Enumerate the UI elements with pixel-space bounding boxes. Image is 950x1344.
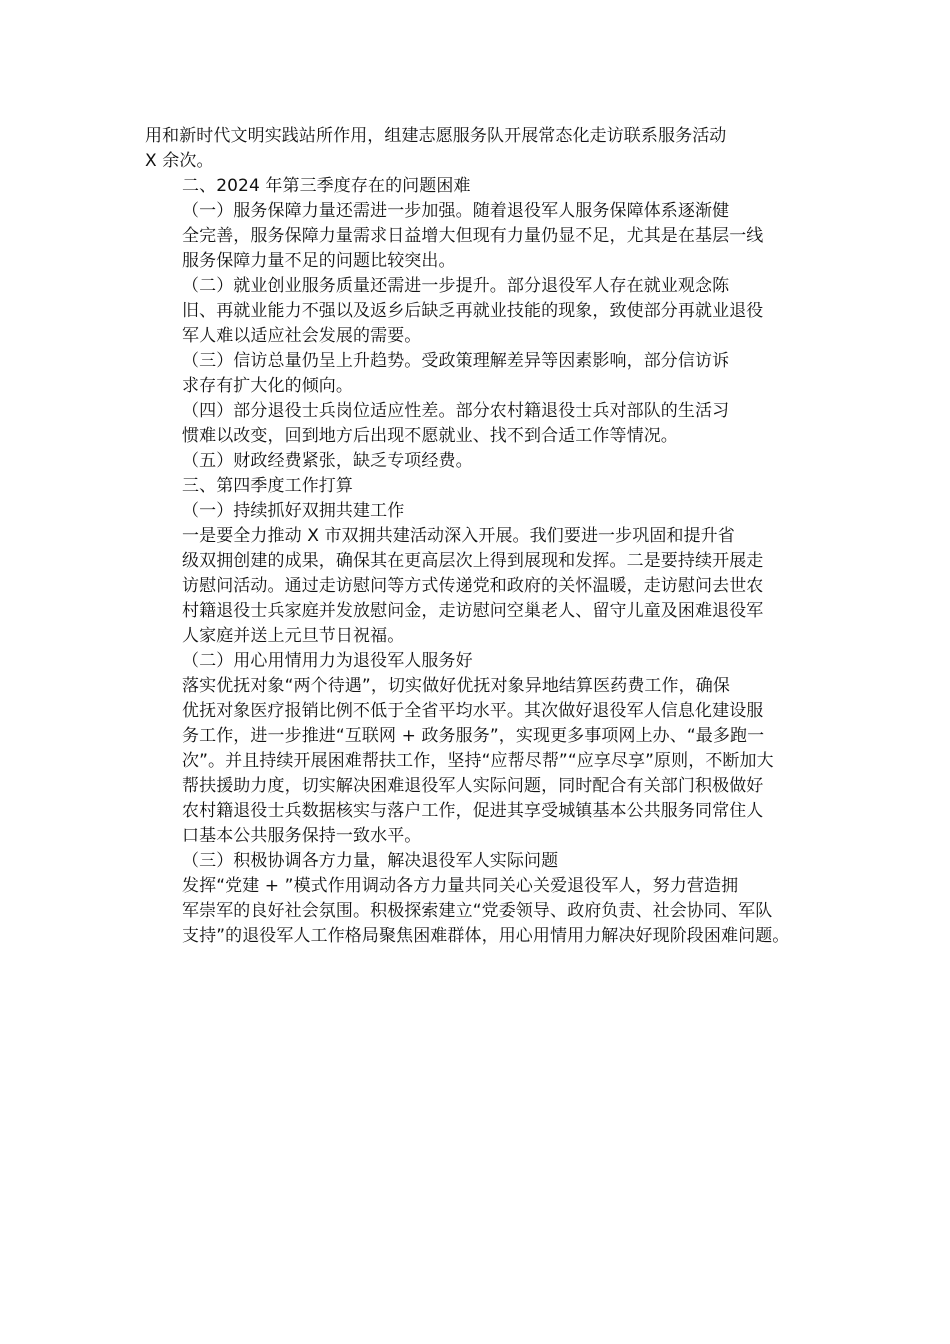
text-line: （一）持续抓好双拥共建工作 (182, 501, 405, 521)
text-line: 军人难以适应社会发展的需要。 (182, 326, 422, 346)
text-line: 优抚对象医疗报销比例不低于全省平均水平。其次做好退役军人信息化建设服 (182, 701, 764, 721)
text-line: （二）用心用情用力为退役军人服务好 (182, 651, 473, 671)
text-line: 支持”的退役军人工作格局聚焦困难群体，用心用情用力解决好现阶段困难问题。 (182, 926, 790, 946)
text-line: 全完善，服务保障力量需求日益增大但现有力量仍显不足，尤其是在基层一线 (182, 226, 764, 246)
paragraph (145, 849, 835, 874)
paragraph (145, 524, 835, 649)
paragraph (145, 449, 835, 474)
text-line: 一是要全力推动 X 市双拥共建活动深入开展。我们要进一步巩固和提升省 (182, 526, 735, 546)
text-line: （五）财政经费紧张，缺乏专项经费。 (182, 451, 473, 471)
paragraph (145, 174, 835, 199)
text-line: 发挥“党建 + ”模式作用调动各方力量共同关心关爱退役军人，努力营造拥 (182, 876, 739, 896)
text-line: 三、第四季度工作打算 (182, 476, 353, 496)
paragraph (145, 674, 835, 849)
text-line: 惯难以改变，回到地方后出现不愿就业、找不到合适工作等情况。 (182, 426, 678, 446)
text-line: （一）服务保障力量还需进一步加强。随着退役军人服务保障体系逐渐健 (182, 201, 730, 221)
paragraph (145, 124, 835, 174)
text-line: （二）就业创业服务质量还需进一步提升。部分退役军人存在就业观念陈 (182, 276, 730, 296)
paragraph (145, 274, 835, 349)
text-line: 落实优抚对象“两个待遇”，切实做好优抚对象异地结算医药费工作，确保 (182, 676, 730, 696)
paragraph (145, 474, 835, 499)
text-line: （三）积极协调各方力量，解决退役军人实际问题 (182, 851, 559, 871)
text-line: 村籍退役士兵家庭并发放慰问金，走访慰问空巢老人、留守儿童及困难退役军 (182, 601, 764, 621)
text-line: 帮扶援助力度，切实解决困难退役军人实际问题，同时配合有关部门积极做好 (182, 776, 764, 796)
paragraph (145, 349, 835, 399)
document-body (145, 124, 835, 949)
text-line: 用和新时代文明实践站所作用，组建志愿服务队开展常态化走访联系服务活动 (145, 126, 727, 146)
text-line: 二、2024 年第三季度存在的问题困难 (182, 176, 471, 196)
text-line: 级双拥创建的成果，确保其在更高层次上得到展现和发挥。二是要持续开展走 (182, 551, 764, 571)
paragraph (145, 649, 835, 674)
text-line: 访慰问活动。通过走访慰问等方式传递党和政府的关怀温暖，走访慰问去世农 (182, 576, 764, 596)
text-line: （四）部分退役士兵岗位适应性差。部分农村籍退役士兵对部队的生活习 (182, 401, 730, 421)
text-line: 求存有扩大化的倾向。 (182, 376, 353, 396)
text-line: X 余次。 (145, 151, 214, 171)
paragraph (145, 399, 835, 449)
paragraph (145, 499, 835, 524)
text-line: （三）信访总量仍呈上升趋势。受政策理解差异等因素影响，部分信访诉 (182, 351, 730, 371)
text-line: 务工作，进一步推进“互联网 + 政务服务”，实现更多事项网上办、“最多跑一 (182, 726, 765, 746)
text-line: 次”。并且持续开展困难帮扶工作，坚持“应帮尽帮”“应享尽享”原则，不断加大 (182, 751, 774, 771)
text-line: 服务保障力量不足的问题比较突出。 (182, 251, 456, 271)
paragraph (145, 199, 835, 274)
paragraph (145, 874, 835, 949)
text-line: 口基本公共服务保持一致水平。 (182, 826, 422, 846)
text-line: 人家庭并送上元旦节日祝福。 (182, 626, 405, 646)
text-line: 军崇军的良好社会氛围。积极探索建立“党委领导、政府负责、社会协同、军队 (182, 901, 773, 921)
text-line: 农村籍退役士兵数据核实与落户工作，促进其享受城镇基本公共服务同常住人 (182, 801, 764, 821)
text-line: 旧、再就业能力不强以及返乡后缺乏再就业技能的现象，致使部分再就业退役 (182, 301, 764, 321)
